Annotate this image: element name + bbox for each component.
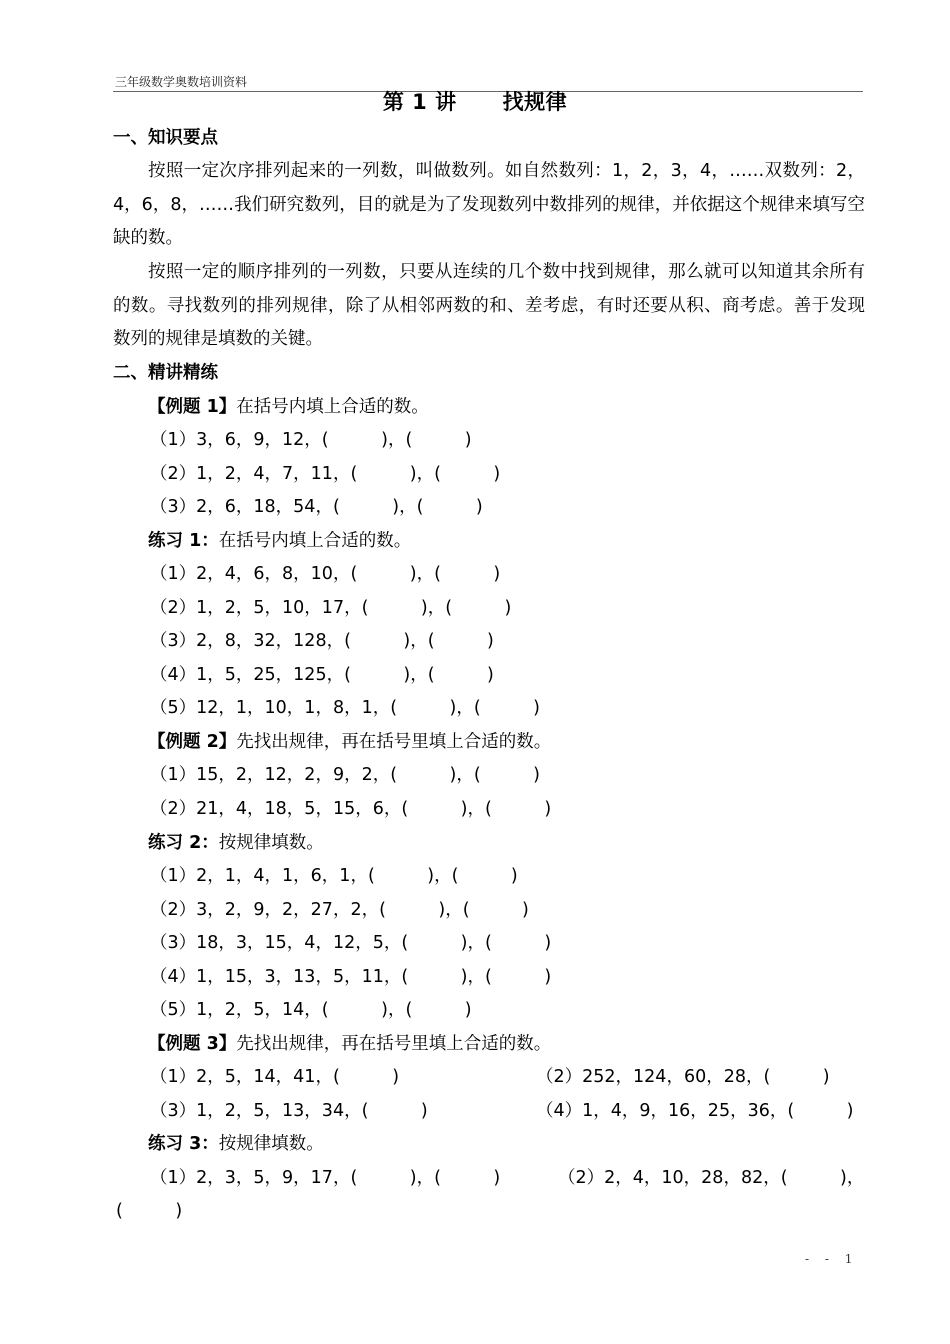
example-3-item-3: （3）1，2，5，13，34，( ) [150,1101,428,1121]
knowledge-paragraph-2: 按照一定的顺序排列的一列数，只要从连续的几个数中找到规律，那么就可以知道其余所有的数。寻找数列的排列规律，除了从相邻两数的和、差考虑，有时还要从积、商考虑。善于发现数列的规律是填数的关键。 [113,262,865,349]
knowledge-paragraph-1: 按照一定次序排列起来的一列数，叫做数列。如自然数列：1，2，3，4，……双数列：2，4，6，8，……我们研究数列，目的就是为了发现数列中数排列的规律，并依据这个规律来填写空缺的数。 [113,161,865,248]
practice-3-item-2: （2）2，4，10，28，82，( )， [558,1168,865,1188]
practice-2-text: 按规律填数。 [218,833,324,853]
section-heading-practice: 二、精讲精练 [113,363,218,383]
practice-2-prompt [148,835,324,853]
section-heading-knowledge: 一、知识要点 [113,128,218,148]
example-3-item-2: （2）252，124，60，28，( ) [536,1067,830,1087]
example-2-item-2: （2）21，4，18，5，15，6，( )，( ) [150,799,552,819]
practice-2-item-2: （2）3，2，9，2，27，2，( )，( ) [150,900,529,920]
example-2-item-1: （1）15，2，12，2，9，2，( )，( ) [150,765,541,785]
example-1-label: 【例题 1】 [148,397,237,417]
page-title [0,86,950,116]
practice-1-label: 练习 1： [148,531,219,551]
practice-3-label: 练习 3： [148,1134,219,1154]
practice-2-item-3: （3）18，3，15，4，12，5，( )，( ) [150,933,552,953]
practice-2-item-4: （4）1，15，3，13，5，11，( )，( ) [150,967,552,987]
example-3-item-1: （1）2，5，14，41，( ) [150,1067,400,1087]
practice-2-label: 练习 2： [148,833,219,853]
example-2-text: 先找出规律，再在括号里填上合适的数。 [236,732,552,752]
practice-1-item-3: （3）2，8，32，128，( )，( ) [150,631,494,651]
lecture-number: 第 1 讲 [382,90,457,114]
practice-3-prompt [148,1136,324,1154]
practice-3-text: 按规律填数。 [218,1134,324,1154]
example-1-item-1: （1）3，6，9，12，( )，( ) [150,430,472,450]
example-3-label: 【例题 3】 [148,1034,237,1054]
example-1-item-2: （2）1，2，4，7，11，( )，( ) [150,464,501,484]
practice-1-prompt [148,533,411,551]
example-2-prompt [148,734,551,752]
practice-3-item-1: （1）2，3，5，9，17，( )，( ) [150,1168,501,1188]
practice-2-item-1: （1）2，1，4，1，6，1，( )，( ) [150,866,518,886]
example-1-item-3: （3）2，6，18，54，( )，( ) [150,497,483,517]
practice-1-text: 在括号内填上合适的数。 [218,531,412,551]
practice-3-item-2-continued: ( ) [116,1201,183,1221]
practice-1-item-4: （4）1，5，25，125，( )，( ) [150,665,494,685]
practice-2-item-5: （5）1，2，5，14，( )，( ) [150,1000,472,1020]
example-2-label: 【例题 2】 [148,732,237,752]
example-1-text: 在括号内填上合适的数。 [236,397,429,417]
practice-1-item-1: （1）2，4，6，8，10，( )，( ) [150,564,501,584]
practice-1-item-2: （2）1，2，5，10，17，( )，( ) [150,598,512,618]
example-3-item-4: （4）1，4，9，16，25，36，( ) [536,1101,854,1121]
header-note: 三年级数学奥数培训资料 [115,75,248,89]
lecture-topic: 找规律 [502,90,568,114]
example-3-text: 先找出规律，再在括号里填上合适的数。 [236,1034,552,1054]
practice-1-item-5: （5）12，1，10，1，8，1，( )，( ) [150,698,541,718]
example-1-prompt [148,399,429,417]
example-3-prompt [148,1036,551,1054]
page-number: - - 1 [805,1252,859,1266]
